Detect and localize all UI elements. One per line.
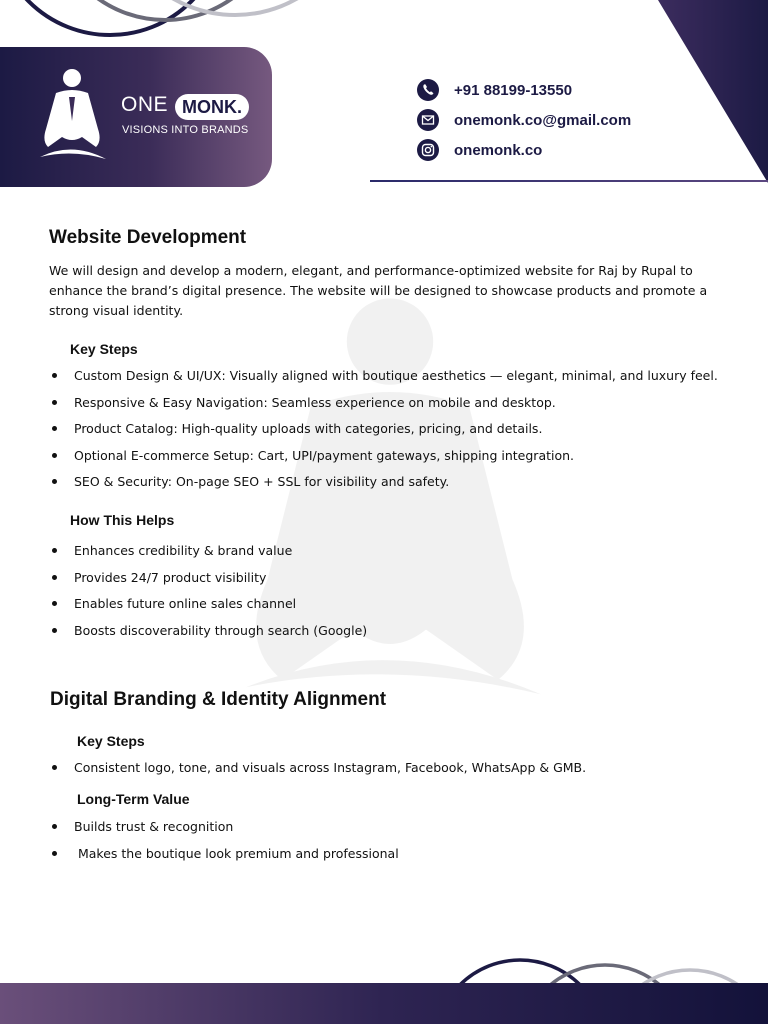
website-section-title: Website Development (49, 227, 247, 248)
monk-watermark (210, 280, 570, 720)
list-item: Product Catalog: High-quality uploads with categories, pricing, and details. (49, 420, 718, 447)
contact-email-row[interactable] (417, 105, 667, 135)
brand-name-monk: MONK. (175, 94, 249, 120)
brand-logo-banner (0, 47, 272, 187)
contact-instagram-row[interactable] (417, 135, 667, 165)
website-helps-list (49, 542, 367, 648)
brand-name-one: ONE (121, 93, 169, 116)
contact-email: onemonk.co@gmail.com (454, 111, 632, 129)
list-item: Boosts discoverability through search (Google) (49, 622, 367, 649)
list-item: SEO & Security: On-page SEO + SSL for visibility and safety. (49, 473, 718, 500)
website-key-steps-list (49, 367, 718, 500)
list-item: Enables future online sales channel (49, 595, 367, 622)
list-item: Provides 24/7 product visibility (49, 569, 367, 596)
contact-phone: +91 88199-13550 (454, 81, 573, 99)
list-item: Consistent logo, tone, and visuals across Instagram, Facebook, WhatsApp & GMB. (49, 759, 586, 786)
branding-value-title: Long-Term Value (77, 791, 190, 807)
phone-icon (417, 79, 439, 101)
header-divider (370, 180, 768, 182)
list-item: Builds trust & recognition (49, 818, 399, 845)
branding-section-title: Digital Branding & Identity Alignment (50, 689, 387, 710)
branding-value-list (49, 818, 399, 871)
website-helps-title: How This Helps (70, 512, 175, 528)
contact-phone-row[interactable] (417, 75, 667, 105)
monk-logo-icon (36, 67, 108, 165)
branding-key-steps-list (49, 759, 586, 786)
list-item: Custom Design & UI/UX: Visually aligned with boutique aesthetics — elegant, minimal, and luxury feel. (49, 367, 718, 394)
list-item: Optional E-commerce Setup: Cart, UPI/payment gateways, shipping integration. (49, 447, 718, 474)
footer-decoration (0, 950, 768, 1024)
list-item: Makes the boutique look premium and professional (49, 845, 399, 872)
list-item: Enhances credibility & brand value (49, 542, 367, 569)
instagram-icon (417, 139, 439, 161)
brand-tagline: VISIONS INTO BRANDS (122, 124, 249, 136)
branding-key-steps-title: Key Steps (77, 733, 145, 749)
list-item: Responsive & Easy Navigation: Seamless experience on mobile and desktop. (49, 394, 718, 421)
website-intro: We will design and develop a modern, elegant, and performance-optimized website for Raj by Rupal to enhance the brand’s digital presence. The website will be designed to showcase products and promote a strong visual identity. (49, 263, 708, 318)
contact-instagram: onemonk.co (454, 141, 543, 159)
website-key-steps-title: Key Steps (70, 341, 138, 357)
contact-info (417, 75, 667, 165)
mail-icon (417, 109, 439, 131)
